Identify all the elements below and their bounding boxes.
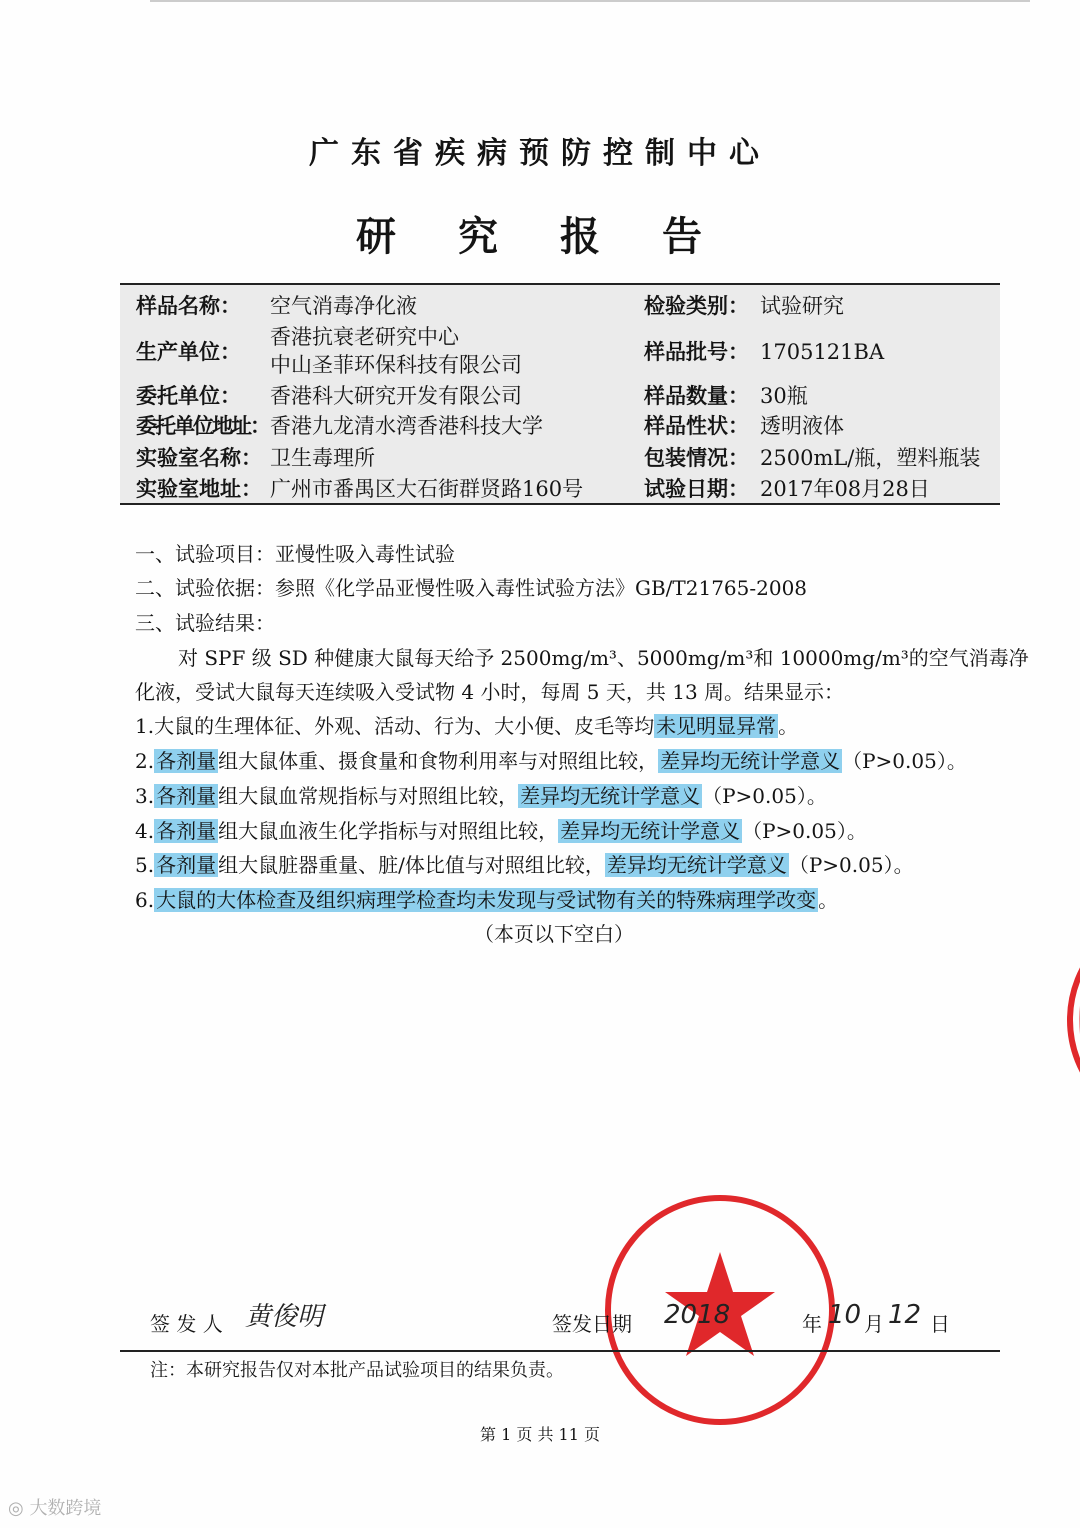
result-4-highlight-dose: 各剂量 (156, 819, 217, 843)
month-unit: 月 (864, 1312, 884, 1336)
partial-seal-stamp (1030, 905, 1080, 1135)
watermark (8, 1494, 101, 1520)
value-sample-quantity: 30瓶 (760, 384, 808, 408)
organization-title: 广东省疾病预防控制中心 (309, 136, 771, 171)
value-manufacturer-2: 中山圣菲环保科技有限公司 (270, 353, 522, 377)
result-6-number: 6. (135, 888, 155, 912)
result-1 (135, 712, 798, 740)
result-1-highlight: 未见明显异常 (656, 714, 777, 738)
value-client: 香港科大研究开发有限公司 (270, 384, 522, 408)
value-lab-address: 广州市番禺区大石街群贤路160号 (270, 477, 584, 501)
result-3-text: 组大鼠血常规指标与对照组比较， (218, 784, 519, 808)
result-1-text: 1.大鼠的生理体征、外观、活动、行为、大小便、皮毛等均 (135, 714, 655, 738)
result-3-highlight-dose: 各剂量 (156, 784, 217, 808)
value-batch-number: 1705121BA (760, 340, 885, 364)
section-test-basis: 二、试验依据：参照《化学品亚慢性吸入毒性试验方法》GB/T21765-2008 (135, 576, 808, 600)
section-test-item: 一、试验项目：亚慢性吸入毒性试验 (135, 542, 455, 566)
issuer-signature: 黄俊明 (245, 1302, 324, 1332)
day-unit: 日 (930, 1312, 950, 1336)
label-lab-address: 实验室地址： (136, 476, 262, 501)
label-client-address: 委托单位地址： (136, 413, 269, 438)
watermark-text: 大数跨境 (29, 1498, 102, 1519)
result-6-end: 。 (818, 888, 839, 912)
value-sample-state: 透明液体 (760, 414, 844, 438)
result-4-highlight-conclusion: 差异均无统计学意义 (560, 819, 741, 843)
result-2-highlight-conclusion: 差异均无统计学意义 (660, 749, 841, 773)
issue-day: 12 (888, 1300, 922, 1330)
result-2-pvalue: （P>0.05）。 (842, 749, 967, 773)
top-edge-line (150, 0, 1030, 2)
label-sample-quantity: 样品数量： (644, 383, 749, 408)
label-packaging: 包装情况： (644, 445, 749, 470)
result-5-highlight-dose: 各剂量 (156, 853, 217, 877)
blank-below-note: （本页以下空白） (474, 922, 634, 946)
result-1-end: 。 (778, 714, 799, 738)
result-3 (135, 782, 827, 810)
value-test-type: 试验研究 (760, 294, 844, 318)
footer-rule (120, 1350, 1000, 1352)
footer-note: 注：本研究报告仅对本批产品试验项目的结果负责。 (150, 1360, 564, 1381)
label-test-date: 试验日期： (644, 476, 749, 501)
results-intro-line-1: 对 SPF 级 SD 种健康大鼠每天给予 2500mg/m³、5000mg/m³和 10000mg/m³的空气消毒净 (178, 646, 1029, 670)
issuer-label: 签 发 人 (150, 1312, 223, 1336)
label-batch-number: 样品批号： (644, 339, 749, 364)
page-number: 第 1 页 共 11 页 (480, 1425, 600, 1444)
value-client-address: 香港九龙清水湾香港科技大学 (270, 414, 543, 438)
label-manufacturer: 生产单位： (136, 339, 241, 364)
result-5-pvalue: （P>0.05）。 (788, 853, 914, 877)
result-2-text: 组大鼠体重、摄食量和食物利用率与对照组比较， (218, 749, 659, 773)
result-2-number: 2. (135, 749, 155, 773)
label-lab-name: 实验室名称： (136, 445, 262, 470)
issue-year: 2018 (664, 1300, 731, 1330)
label-client: 委托单位： (136, 383, 241, 408)
sample-info-table (120, 283, 1000, 505)
result-3-pvalue: （P>0.05）。 (702, 784, 827, 808)
result-6-highlight: 大鼠的大体检查及组织病理学检查均未发现与受试物有关的特殊病理学改变 (156, 888, 817, 912)
year-unit: 年 (802, 1312, 822, 1336)
result-2 (135, 747, 967, 775)
label-sample-name: 样品名称： (136, 293, 241, 318)
section-test-results: 三、试验结果： (135, 611, 275, 635)
result-4-pvalue: （P>0.05）。 (742, 819, 867, 843)
label-sample-state: 样品性状： (644, 413, 749, 438)
watermark-icon: ◎ (8, 1498, 30, 1519)
document-title: 研究报告 (356, 213, 764, 260)
value-test-date: 2017年08月28日 (760, 477, 930, 501)
issue-month: 10 (828, 1300, 862, 1330)
results-intro-line-2: 化液，受试大鼠每天连续吸入受试物 4 小时，每周 5 天，共 13 周。结果显示： (135, 680, 845, 704)
result-3-highlight-conclusion: 差异均无统计学意义 (520, 784, 701, 808)
value-sample-name: 空气消毒净化液 (270, 294, 417, 318)
result-2-highlight-dose: 各剂量 (156, 749, 217, 773)
result-5-highlight-conclusion: 差异均无统计学意义 (606, 853, 787, 877)
result-4-number: 4. (135, 819, 155, 843)
result-4-text: 组大鼠血液生化学指标与对照组比较， (218, 819, 559, 843)
result-5 (135, 851, 914, 879)
result-6 (135, 886, 838, 914)
value-packaging: 2500mL/瓶，塑料瓶装 (760, 446, 981, 470)
value-lab-name: 卫生毒理所 (270, 446, 375, 470)
result-4 (135, 817, 867, 845)
value-manufacturer-1: 香港抗衰老研究中心 (270, 325, 459, 349)
result-5-text: 组大鼠脏器重量、脏/体比值与对照组比较， (218, 853, 605, 877)
result-3-number: 3. (135, 784, 155, 808)
label-test-type: 检验类别： (644, 293, 749, 318)
result-5-number: 5. (135, 853, 155, 877)
issue-date-label: 签发日期 (552, 1312, 632, 1336)
